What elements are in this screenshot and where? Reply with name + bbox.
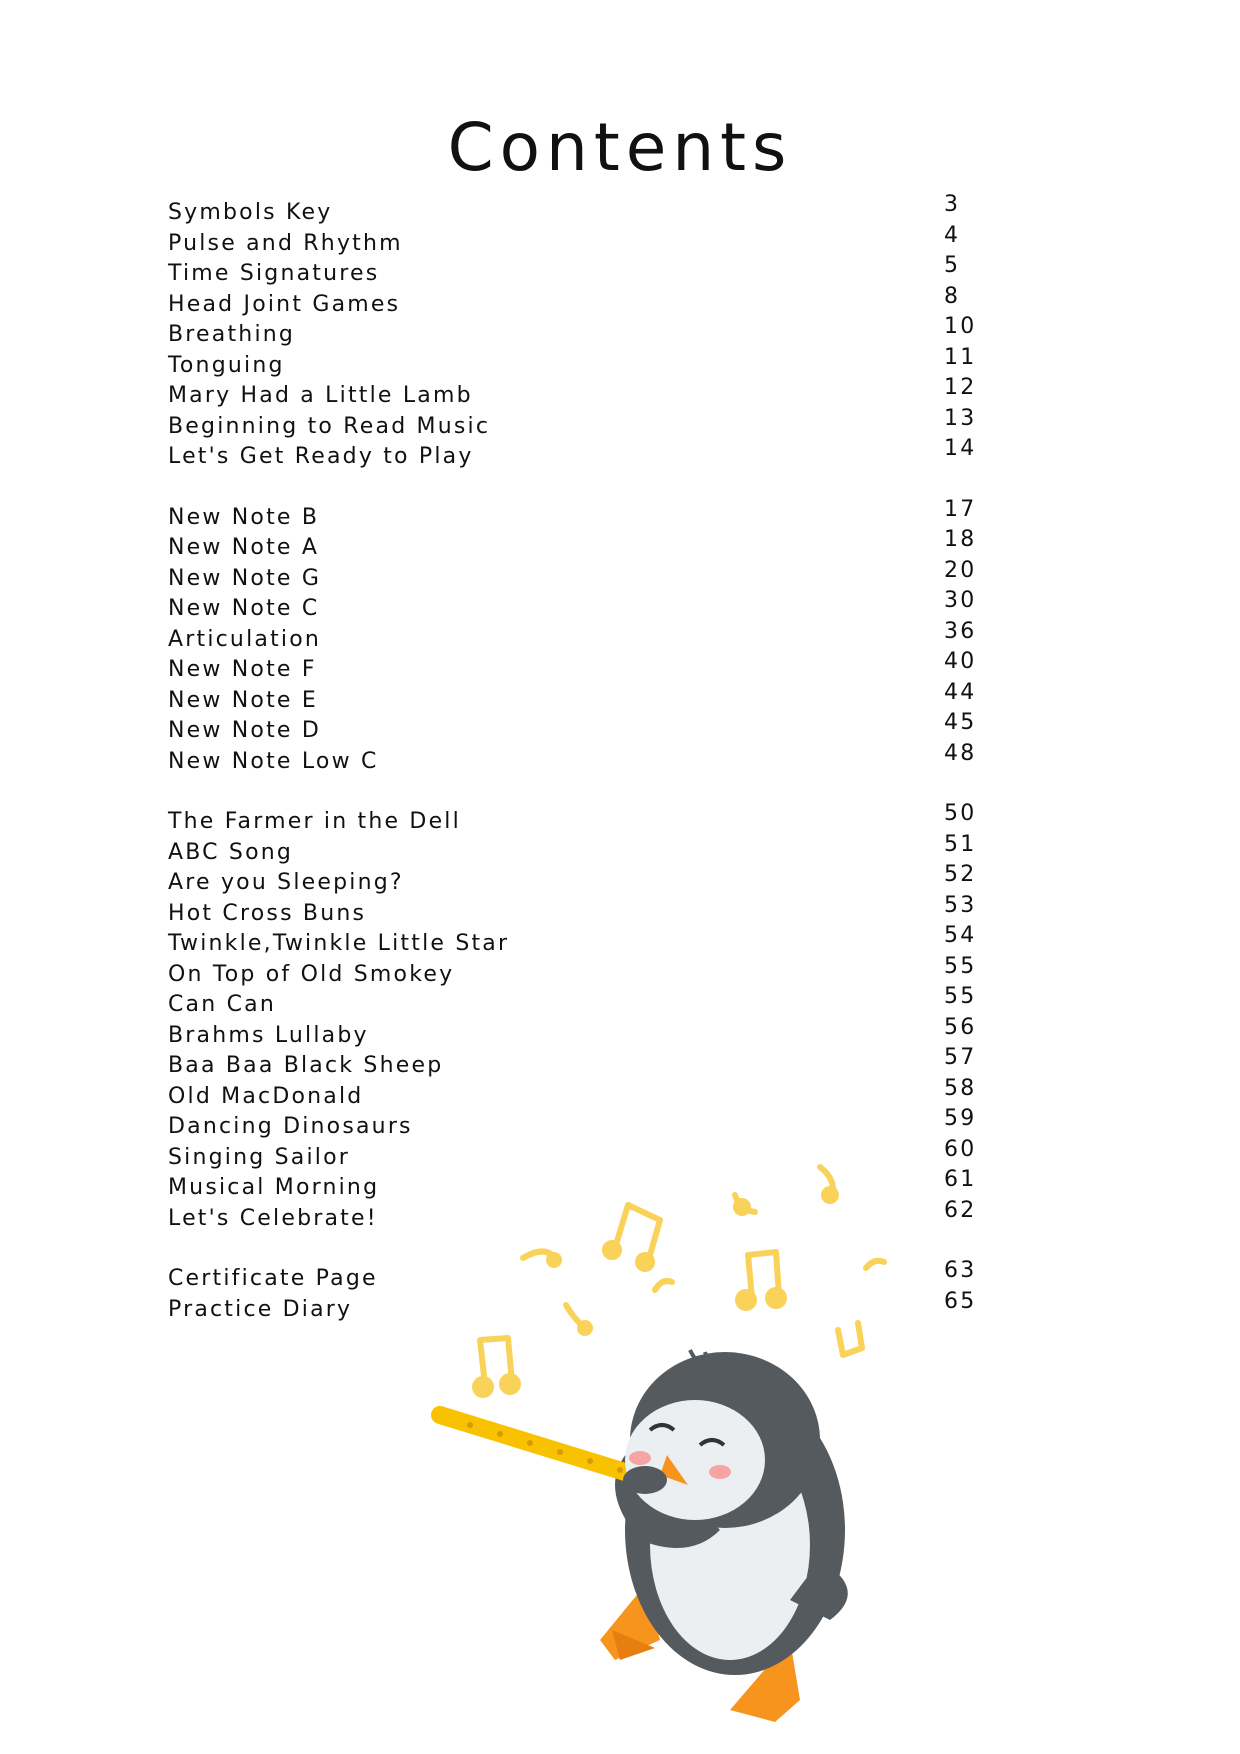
toc-entry-title: New Note G — [168, 565, 322, 591]
toc-entry — [168, 740, 998, 778]
table-of-contents — [168, 192, 998, 1325]
toc-entry-page-number: 45 — [944, 710, 977, 735]
toc-entry-title: Time Signatures — [168, 261, 380, 286]
toc-entry-page-number: 10 — [944, 314, 977, 339]
toc-entry-title: ABC Song — [168, 839, 294, 865]
toc-entry-title: Beginning to Read Music — [168, 413, 491, 439]
toc-entry — [168, 953, 998, 991]
toc-entry-page-number: 65 — [944, 1288, 977, 1314]
toc-entry — [168, 222, 998, 260]
toc-entry-title: Breathing — [168, 322, 296, 347]
toc-section — [168, 192, 998, 473]
toc-entry-page-number: 20 — [944, 557, 977, 583]
toc-entry-page-number: 54 — [944, 923, 977, 948]
toc-entry — [168, 1075, 998, 1113]
toc-entry-title: Hot Cross Buns — [168, 900, 367, 926]
toc-entry-page-number: 63 — [944, 1258, 977, 1283]
toc-entry — [168, 405, 998, 443]
toc-entry-title: Let's Celebrate! — [168, 1205, 378, 1231]
toc-entry-page-number: 40 — [944, 649, 977, 674]
toc-entry — [168, 862, 998, 899]
toc-entry-title: Baa Baa Black Sheep — [168, 1053, 444, 1078]
toc-entry-page-number: 44 — [944, 679, 977, 705]
toc-entry-page-number: 48 — [944, 740, 977, 766]
toc-entry-title: Symbols Key — [168, 200, 333, 225]
toc-entry-page-number: 3 — [944, 192, 961, 217]
toc-entry-title: New Note A — [168, 535, 320, 560]
toc-entry-title: Mary Had a Little Lamb — [168, 383, 473, 408]
toc-entry-title: New Note C — [168, 596, 320, 621]
toc-entry-title: Tonguing — [168, 352, 285, 378]
music-notes-icon — [475, 1167, 890, 1395]
toc-entry-title: Head Joint Games — [168, 291, 401, 317]
toc-entry-page-number: 52 — [944, 862, 977, 887]
toc-entry — [168, 1045, 998, 1082]
toc-entry-title: Certificate Page — [168, 1266, 378, 1291]
toc-entry-title: New Note F — [168, 657, 317, 682]
toc-entry-page-number: 36 — [944, 618, 977, 644]
toc-entry-title: Singing Sailor — [168, 1144, 350, 1170]
toc-entry-page-number: 12 — [944, 375, 977, 400]
toc-entry — [168, 557, 998, 595]
toc-entry — [168, 923, 998, 960]
toc-entry-page-number: 62 — [944, 1197, 977, 1223]
toc-entry-title: Articulation — [168, 626, 322, 652]
toc-entry-title: Let's Get Ready to Play — [168, 444, 474, 469]
toc-entry-title: Dancing Dinosaurs — [168, 1114, 413, 1139]
toc-entry — [168, 649, 998, 686]
toc-entry-title: Can Can — [168, 992, 276, 1017]
toc-entry — [168, 892, 998, 930]
toc-entry-page-number: 4 — [944, 222, 961, 248]
toc-entry-page-number: 8 — [944, 283, 961, 309]
toc-entry-page-number: 18 — [944, 527, 977, 552]
toc-entry-page-number: 56 — [944, 1014, 977, 1040]
toc-entry — [168, 192, 998, 229]
toc-entry-page-number: 58 — [944, 1075, 977, 1101]
toc-entry — [168, 831, 998, 869]
toc-entry-page-number: 61 — [944, 1167, 977, 1192]
toc-entry — [168, 801, 998, 838]
toc-entry-title: Pulse and Rhythm — [168, 230, 403, 256]
penguin-playing-flute-icon — [420, 1160, 890, 1750]
toc-entry-page-number: 13 — [944, 405, 977, 431]
toc-entry-title: New Note Low C — [168, 748, 379, 774]
toc-entry-title: New Note E — [168, 687, 318, 713]
toc-entry — [168, 588, 998, 625]
toc-entry-title: Brahms Lullaby — [168, 1022, 369, 1048]
toc-entry-page-number: 59 — [944, 1106, 977, 1131]
toc-entry-page-number: 11 — [944, 344, 977, 370]
toc-entry-title: Old MacDonald — [168, 1083, 364, 1109]
toc-entry-page-number: 60 — [944, 1136, 977, 1162]
toc-entry-page-number: 50 — [944, 801, 977, 826]
toc-entry — [168, 679, 998, 717]
toc-entry-page-number: 55 — [944, 953, 977, 979]
toc-entry-title: Twinkle,Twinkle Little Star — [168, 931, 510, 956]
toc-entry-page-number: 55 — [944, 984, 977, 1009]
toc-entry-page-number: 5 — [944, 253, 961, 278]
toc-entry-title: New Note D — [168, 718, 321, 743]
toc-entry — [168, 496, 998, 534]
toc-entry-title: The Farmer in the Dell — [168, 809, 461, 834]
toc-entry — [168, 344, 998, 382]
toc-entry-title: New Note B — [168, 504, 320, 530]
toc-entry — [168, 1106, 998, 1143]
toc-entry-title: Practice Diary — [168, 1296, 353, 1322]
toc-entry-page-number: 53 — [944, 892, 977, 918]
toc-entry-page-number: 30 — [944, 588, 977, 613]
toc-entry — [168, 314, 998, 351]
toc-entry-page-number: 17 — [944, 496, 977, 522]
toc-entry — [168, 253, 998, 290]
toc-entry — [168, 375, 998, 412]
toc-entry-title: Are you Sleeping? — [168, 870, 404, 895]
toc-entry — [168, 984, 998, 1021]
toc-section — [168, 496, 998, 778]
toc-entry-page-number: 57 — [944, 1045, 977, 1070]
toc-entry — [168, 1014, 998, 1052]
toc-entry-page-number: 14 — [944, 436, 977, 461]
toc-entry-title: On Top of Old Smokey — [168, 961, 455, 987]
page-title: Contents — [447, 109, 793, 186]
toc-entry-title: Musical Morning — [168, 1175, 380, 1200]
toc-entry — [168, 283, 998, 321]
toc-entry — [168, 710, 998, 747]
toc-entry — [168, 527, 998, 564]
toc-entry — [168, 618, 998, 656]
toc-entry — [168, 436, 998, 473]
toc-entry-page-number: 51 — [944, 831, 977, 857]
